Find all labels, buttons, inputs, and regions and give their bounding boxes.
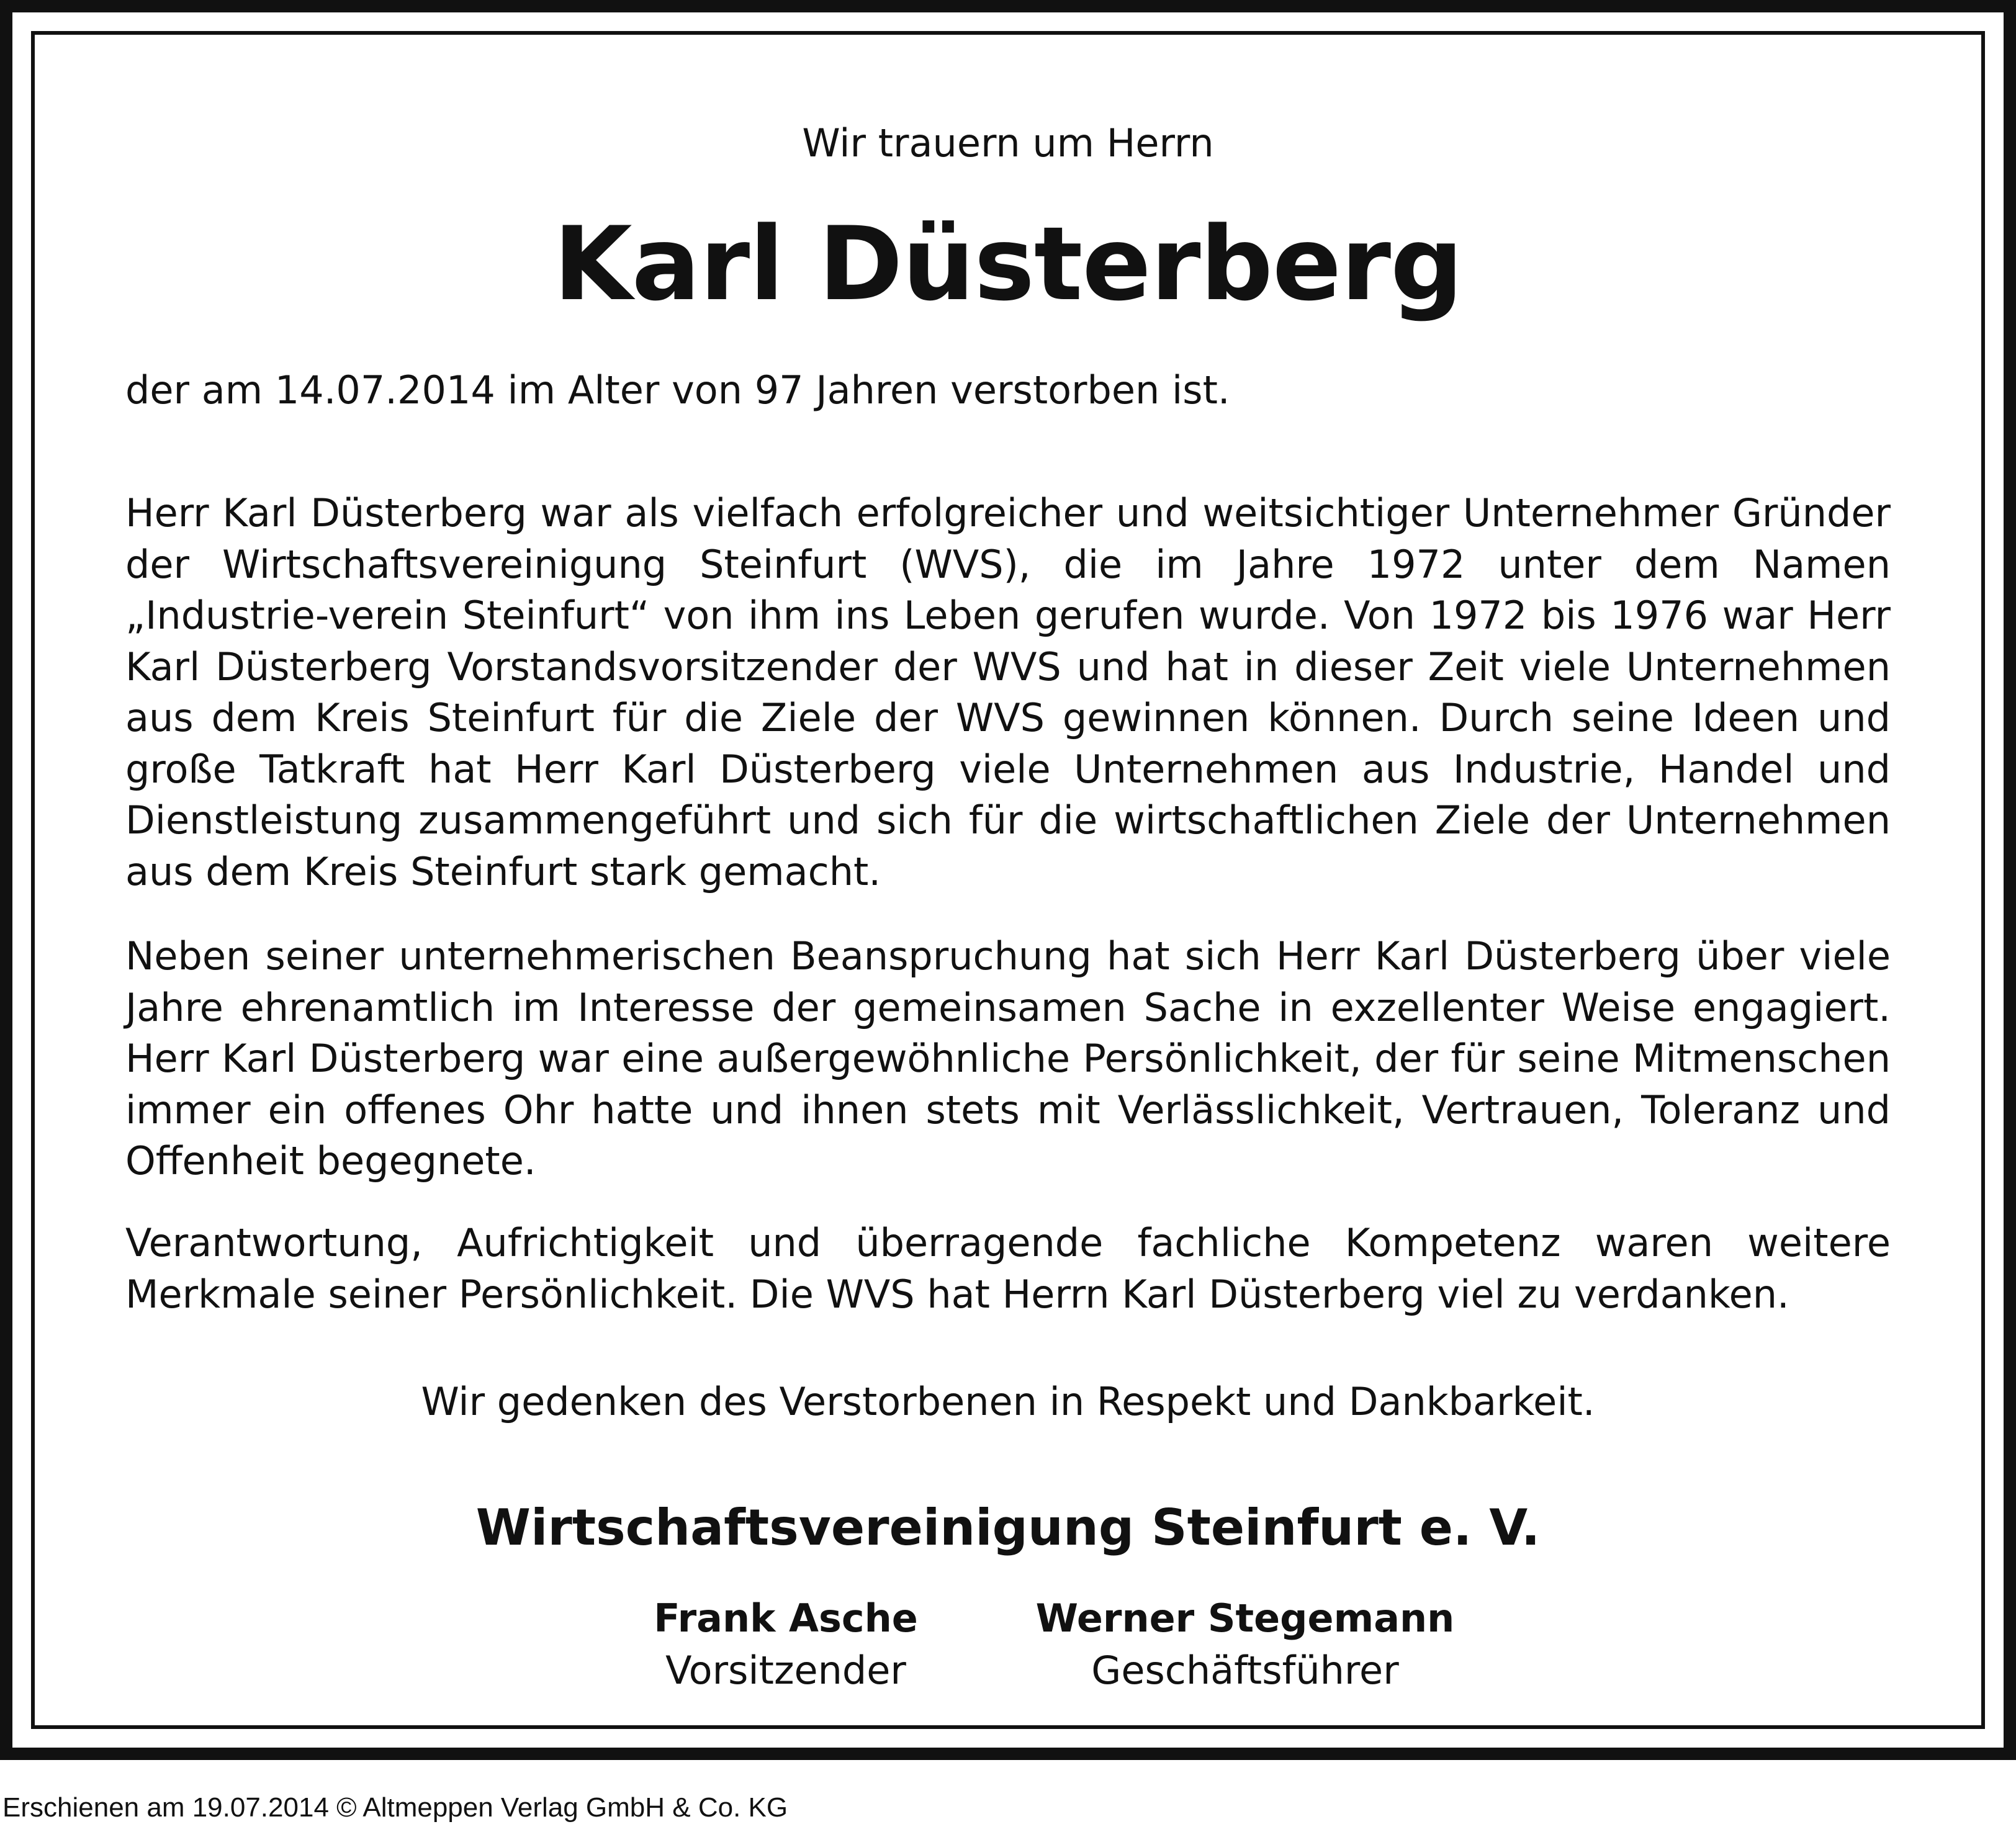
signatory-chairman (575, 1592, 997, 1696)
organization-name: Wirtschaftsvereinigung Steinfurt e. V. (475, 1499, 1541, 1556)
signatory-role: Vorsitzender (665, 1647, 906, 1693)
publication-note: Erschienen am 19.07.2014 © Altmeppen Verlag GmbH & Co. KG (2, 1792, 788, 1823)
notice-content (35, 35, 1981, 1725)
tribute-paragraph-3: Verantwortung, Aufrichtigkeit und überragende fachliche Kompetenz waren weitere Merkmale seiner Persönlichkeit. Die WVS hat Herrn Karl Düsterberg viel zu verdanken. (125, 1220, 1891, 1317)
closing-line: Wir gedenken des Verstorbenen in Respekt und Dankbarkeit. (421, 1379, 1595, 1424)
intro-line: Wir trauern um Herrn (802, 120, 1214, 166)
deceased-name: Karl Düsterberg (553, 205, 1463, 323)
signatory-name: Frank Asche (654, 1596, 918, 1641)
tribute-paragraph-1: Herr Karl Düsterberg war als vielfach erfolgreicher und weitsichtiger Unternehmer Gründer der Wirtschaftsvereinigung Steinfurt (WVS), die im Jahre 1972 unter dem Namen „Industrie-verein Steinfurt“ von ihm ins Leben gerufen wurde. Von 1972 bis 1976 war Herr Karl Düsterberg Vorstandsvorsitzender der WVS und hat in dieser Zeit viele Unternehmen aus dem Kreis Steinfurt für die Ziele der WVS gewinnen können. Durch seine Ideen und große Tatkraft hat Herr Karl Düsterberg viele Unternehmen aus Industrie, Handel und Dienstleistung zusammengeführt und sich für die wirtschaftlichen Ziele der Unternehmen aus dem Kreis Steinfurt stark gemacht. (125, 490, 1891, 894)
tribute-paragraph-2: Neben seiner unternehmerischen Beanspruchung hat sich Herr Karl Düsterberg über viele Jahre ehrenamtlich im Interesse der gemeinsamen Sache in exzellenter Weise engagiert. Herr Karl Düsterberg war eine außergewöhnliche Persönlichkeit, der für seine Mitmenschen immer ein offenes Ohr hatte und ihnen stets mit Verlässlichkeit, Vertrauen, Toleranz und Offenheit begegnete. (125, 933, 1891, 1183)
signatory-role: Geschäftsführer (1091, 1647, 1399, 1693)
death-date-line: der am 14.07.2014 im Alter von 97 Jahren verstorben ist. (125, 367, 1230, 413)
inner-border (31, 31, 1985, 1729)
signatory-managing-director (1003, 1592, 1487, 1696)
signatory-name: Werner Stegemann (1035, 1596, 1455, 1641)
